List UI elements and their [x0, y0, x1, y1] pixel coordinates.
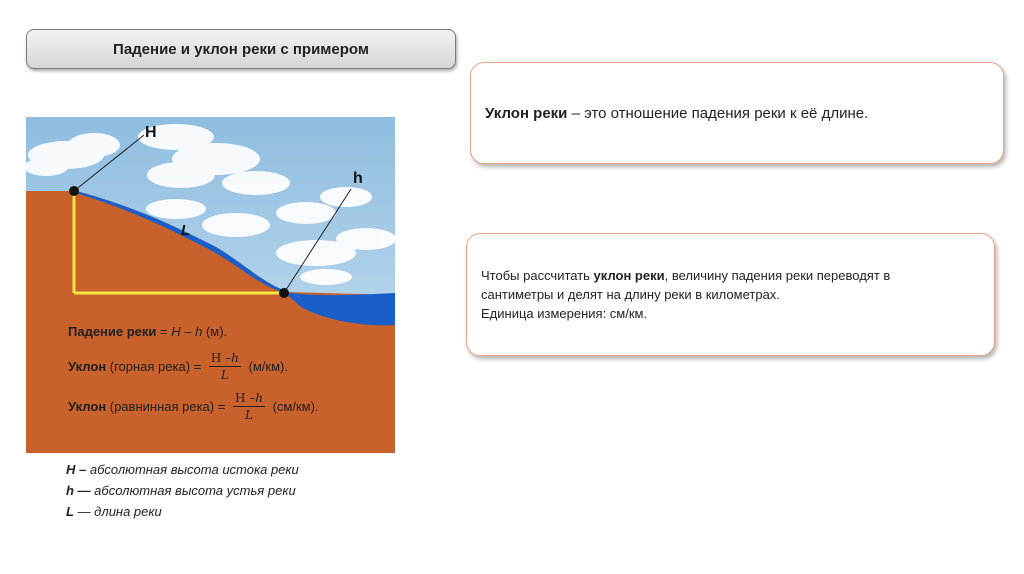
formula-plain — [68, 390, 319, 422]
legend-H — [66, 459, 299, 480]
calculation-line-2: сантиметры и делят на длину реки в километрах. — [481, 287, 780, 302]
legend-h — [66, 480, 299, 501]
formula-fall-unit: (м). — [202, 323, 228, 339]
formula-plain-term: Уклон — [68, 398, 107, 414]
calc-line1-bold: уклон реки — [593, 268, 665, 283]
calc-line1-post: , величину падения реки переводят в — [664, 268, 891, 283]
slide-title — [26, 29, 456, 69]
formula-fall-term: Падение реки — [68, 323, 157, 339]
definition-card — [470, 62, 1004, 164]
label-h: h — [353, 170, 363, 187]
calc-line1-pre: Чтобы рассчитать — [481, 268, 594, 283]
formula-mountain-paren: (горная река) = — [106, 358, 205, 374]
definition-rest: – это отношение падения реки к её длине. — [567, 104, 869, 122]
formula-plain-den: L — [244, 407, 253, 422]
label-H: H — [145, 124, 157, 141]
legend — [66, 459, 299, 522]
calculation-text — [481, 266, 890, 323]
formula-mountain-den: L — [220, 367, 229, 382]
legend-h-text: абсолютная высота устья реки — [90, 483, 296, 498]
source-point — [69, 186, 79, 196]
calculation-line-3: Единица измерения: см/км. — [481, 306, 648, 321]
formula-mountain-fraction — [209, 351, 241, 382]
river-profile-diagram — [26, 117, 395, 453]
formula-plain-paren: (равнинная река) = — [106, 398, 229, 414]
formula-mountain-unit: (м/км). — [244, 358, 288, 374]
definition-text — [471, 105, 868, 122]
label-L: L — [181, 222, 191, 239]
calculation-line-1 — [481, 266, 890, 285]
legend-H-text: абсолютная высота истока реки — [86, 462, 299, 477]
formula-plain-unit: (см/км). — [268, 398, 319, 414]
formula-mountain-num: Н –ℎ — [210, 350, 239, 365]
formula-mountain-term: Уклон — [68, 358, 107, 374]
formulas — [68, 321, 319, 422]
legend-L-text: — длина реки — [73, 504, 162, 519]
legend-L-key: L — [66, 504, 74, 519]
formula-mountain — [68, 350, 319, 382]
slide-title-text: Падение и уклон реки с примером — [113, 40, 369, 58]
legend-L — [66, 501, 299, 522]
formula-fall — [68, 321, 319, 341]
legend-H-key: H – — [66, 462, 87, 477]
formula-fall-expr: H – h — [171, 323, 203, 339]
definition-term: Уклон реки — [485, 104, 568, 122]
legend-h-key: h — — [66, 483, 91, 498]
mouth-point — [279, 288, 289, 298]
formula-plain-num: Н –ℎ — [234, 390, 263, 405]
calculation-card — [466, 233, 995, 356]
formula-fall-eq: = — [156, 323, 172, 339]
formula-plain-fraction — [233, 391, 265, 422]
